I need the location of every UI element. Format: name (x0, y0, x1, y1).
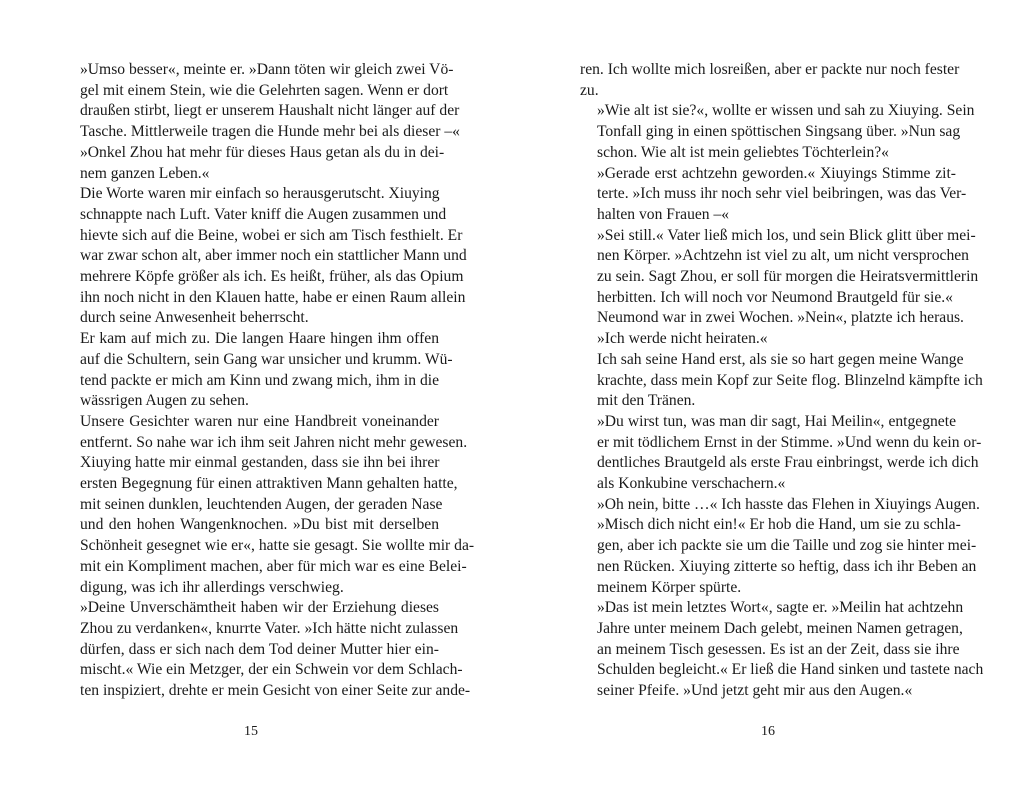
text-line: draußen stirbt, liegt er unserem Haushalt nicht länger auf der (80, 102, 460, 120)
paragraph (580, 495, 980, 516)
text-line: Jahre unter meinem Dach gelebt, meinen Namen getragen, (597, 619, 963, 637)
paragraph (63, 143, 445, 184)
text-line: mit seinen dunklen, leuchtenden Augen, der geraden Nase (80, 495, 443, 513)
text-line: Er kam auf mich zu. Die langen Haare hingen ihm offen (80, 330, 439, 348)
text-line: Xiuying hatte mir einmal gestanden, dass sie ihn bei ihrer (80, 454, 440, 472)
text-line: mit ein Kompliment machen, aber für mich war es eine Belei- (80, 557, 467, 575)
text-line: als Konkubine verschachern.« (597, 475, 786, 493)
paragraph (580, 515, 977, 598)
paragraph (63, 598, 471, 702)
text-line: gel mit einem Stein, wie die Gelehrten sagen. Wenn er dort (80, 81, 449, 99)
text-line: »Gerade erst achtzehn geworden.« Xiuyings Stimme zit- (597, 164, 956, 182)
text-line: zu. (580, 81, 599, 99)
text-line: schon. Wie alt ist mein geliebtes Töchterlein?« (597, 143, 889, 161)
text-line: »Wie alt ist sie?«, wollte er wissen und sah zu Xiuying. Sein (597, 102, 975, 120)
text-line: zu sein. Sagt Zhou, er soll für morgen die Heiratsvermittlerin (597, 268, 979, 286)
text-line: auf die Schultern, sein Gang war unsicher und krumm. Wü- (80, 350, 453, 368)
text-line: ren. Ich wollte mich losreißen, aber er packte nur noch fester (580, 61, 960, 78)
text-line: er mit tödlichem Ernst in der Stimme. »Und wenn du kein or- (597, 433, 982, 451)
text-line: Die Worte waren mir einfach so herausgerutscht. Xiuying (80, 185, 440, 203)
text-line: Schönheit gesegnet wie er«, hatte sie gesagt. Sie wollte mir da- (80, 537, 475, 555)
text-line: Zhou zu verdanken«, knurrte Vater. »Ich hätte nicht zulassen (80, 619, 459, 637)
text-line: nen Rücken. Xiuying zitterte so heftig, dass ich ihr Beben an (597, 557, 977, 575)
left-page-text (63, 60, 475, 702)
text-line: »Oh nein, bitte …« Ich hasste das Flehen in Xiuyings Augen. (597, 495, 980, 513)
text-line: Neumond war in zwei Wochen. »Nein«, platzte ich heraus. (597, 309, 964, 327)
text-line: entfernt. So nahe war ich ihm seit Jahren nicht mehr gewesen. (80, 433, 468, 451)
text-line: meinem Körper spürte. (597, 578, 742, 596)
text-line: »Ich werde nicht heiraten.« (597, 330, 768, 348)
paragraph (63, 453, 475, 598)
text-line: hievte sich auf die Beine, wobei er sich am Tisch festhielt. Er (80, 226, 463, 244)
paragraph (580, 164, 967, 226)
text-line: mischt.« Wie ein Metzger, der ein Schwein vor dem Schlach- (80, 661, 463, 679)
paragraph (63, 184, 467, 329)
text-line: krachte, dass mein Kopf zur Seite flog. Blinzelnd kämpfte ich (597, 371, 983, 389)
text-line: dürfen, dass er sich nach dem Tod deiner Mutter hier ein- (80, 640, 439, 658)
paragraph (580, 350, 983, 412)
paragraph (580, 101, 975, 163)
text-line: mehrere Köpfe größer als ich. Es heißt, früher, als das Opium (80, 268, 464, 286)
paragraph (63, 412, 468, 453)
text-line: durch seine Anwesenheit beherrscht. (80, 309, 309, 327)
text-line: terte. »Ich muss ihr noch sehr viel beibringen, was das Ver- (597, 185, 967, 203)
text-line: Tonfall ging in einen spöttischen Singsang über. »Nun sag (597, 123, 961, 141)
page-number: 16 (761, 724, 775, 739)
text-line: ersten Begegnung für einen attraktiven Mann gehalten hatte, (80, 475, 458, 493)
text-line: mit den Tränen. (597, 392, 696, 410)
text-line: seiner Pfeife. »Und jetzt geht mir aus den Augen.« (597, 682, 913, 700)
text-line: »Umso besser«, meinte er. »Dann töten wir gleich zwei Vö- (80, 61, 454, 78)
text-line: Ich sah seine Hand erst, als sie so hart gegen meine Wange (597, 350, 964, 368)
text-line: wässrigen Augen zu sehen. (80, 392, 249, 410)
paragraph (63, 60, 460, 143)
text-line: »Onkel Zhou hat mehr für dieses Haus getan als du in dei- (80, 143, 445, 161)
text-line: schnappte nach Luft. Vater kniff die Augen zusammen und (80, 205, 447, 223)
paragraph (580, 226, 979, 309)
text-line: und den hohen Wangenknochen. »Du bist mit derselben (80, 516, 439, 534)
paragraph (580, 308, 964, 349)
text-line: »Das ist mein letztes Wort«, sagte er. »Meilin hat achtzehn (597, 599, 964, 617)
left-page (63, 0, 475, 812)
paragraph (63, 329, 453, 412)
text-line: digung, was ich ihr allerdings verschwieg. (80, 578, 344, 596)
text-line: nem ganzen Leben.« (80, 164, 210, 182)
text-line: herbitten. Ich will noch vor Neumond Brautgeld für sie.« (597, 288, 953, 306)
paragraph (580, 598, 984, 702)
text-line: Schulden begleicht.« Er ließ die Hand sinken und tastete nach (597, 661, 984, 679)
text-line: Tasche. Mittlerweile tragen die Hunde mehr bei als dieser –« (80, 123, 460, 141)
right-page (580, 0, 984, 812)
text-line: halten von Frauen –« (597, 205, 730, 223)
text-line: dentliches Brautgeld als erste Frau einbringst, werde ich dich (597, 454, 979, 472)
text-line: an meinem Tisch gesessen. Es ist an der Zeit, dass sie ihre (597, 640, 960, 658)
text-line: war zwar schon alt, aber immer noch ein stattlicher Mann und (80, 247, 467, 265)
text-line: »Sei still.« Vater ließ mich los, und sein Blick glitt über mei- (597, 226, 976, 244)
text-line: Unsere Gesichter waren nur eine Handbreit voneinander (80, 412, 439, 430)
text-line: ihn noch nicht in den Klauen hatte, habe er einen Raum allein (80, 288, 466, 306)
paragraph (580, 412, 982, 495)
text-line: »Deine Unverschämtheit haben wir der Erziehung dieses (80, 599, 439, 617)
text-line: nen Körper. »Achtzehn ist viel zu alt, um nicht versprochen (597, 247, 969, 265)
right-page-text (580, 60, 984, 702)
page-number: 15 (244, 724, 258, 739)
text-line: »Misch dich nicht ein!« Er hob die Hand, um sie zu schla- (597, 516, 961, 534)
text-line: tend packte er mich am Kinn und zwang mich, ihm in die (80, 371, 439, 389)
text-line: »Du wirst tun, was man dir sagt, Hai Meilin«, entgegnete (597, 412, 956, 430)
text-line: ten inspiziert, drehte er mein Gesicht von einer Seite zur ande- (80, 682, 471, 700)
text-line: gen, aber ich packte sie um die Taille und zog sie hinter mei- (597, 537, 977, 555)
paragraph (580, 60, 960, 101)
